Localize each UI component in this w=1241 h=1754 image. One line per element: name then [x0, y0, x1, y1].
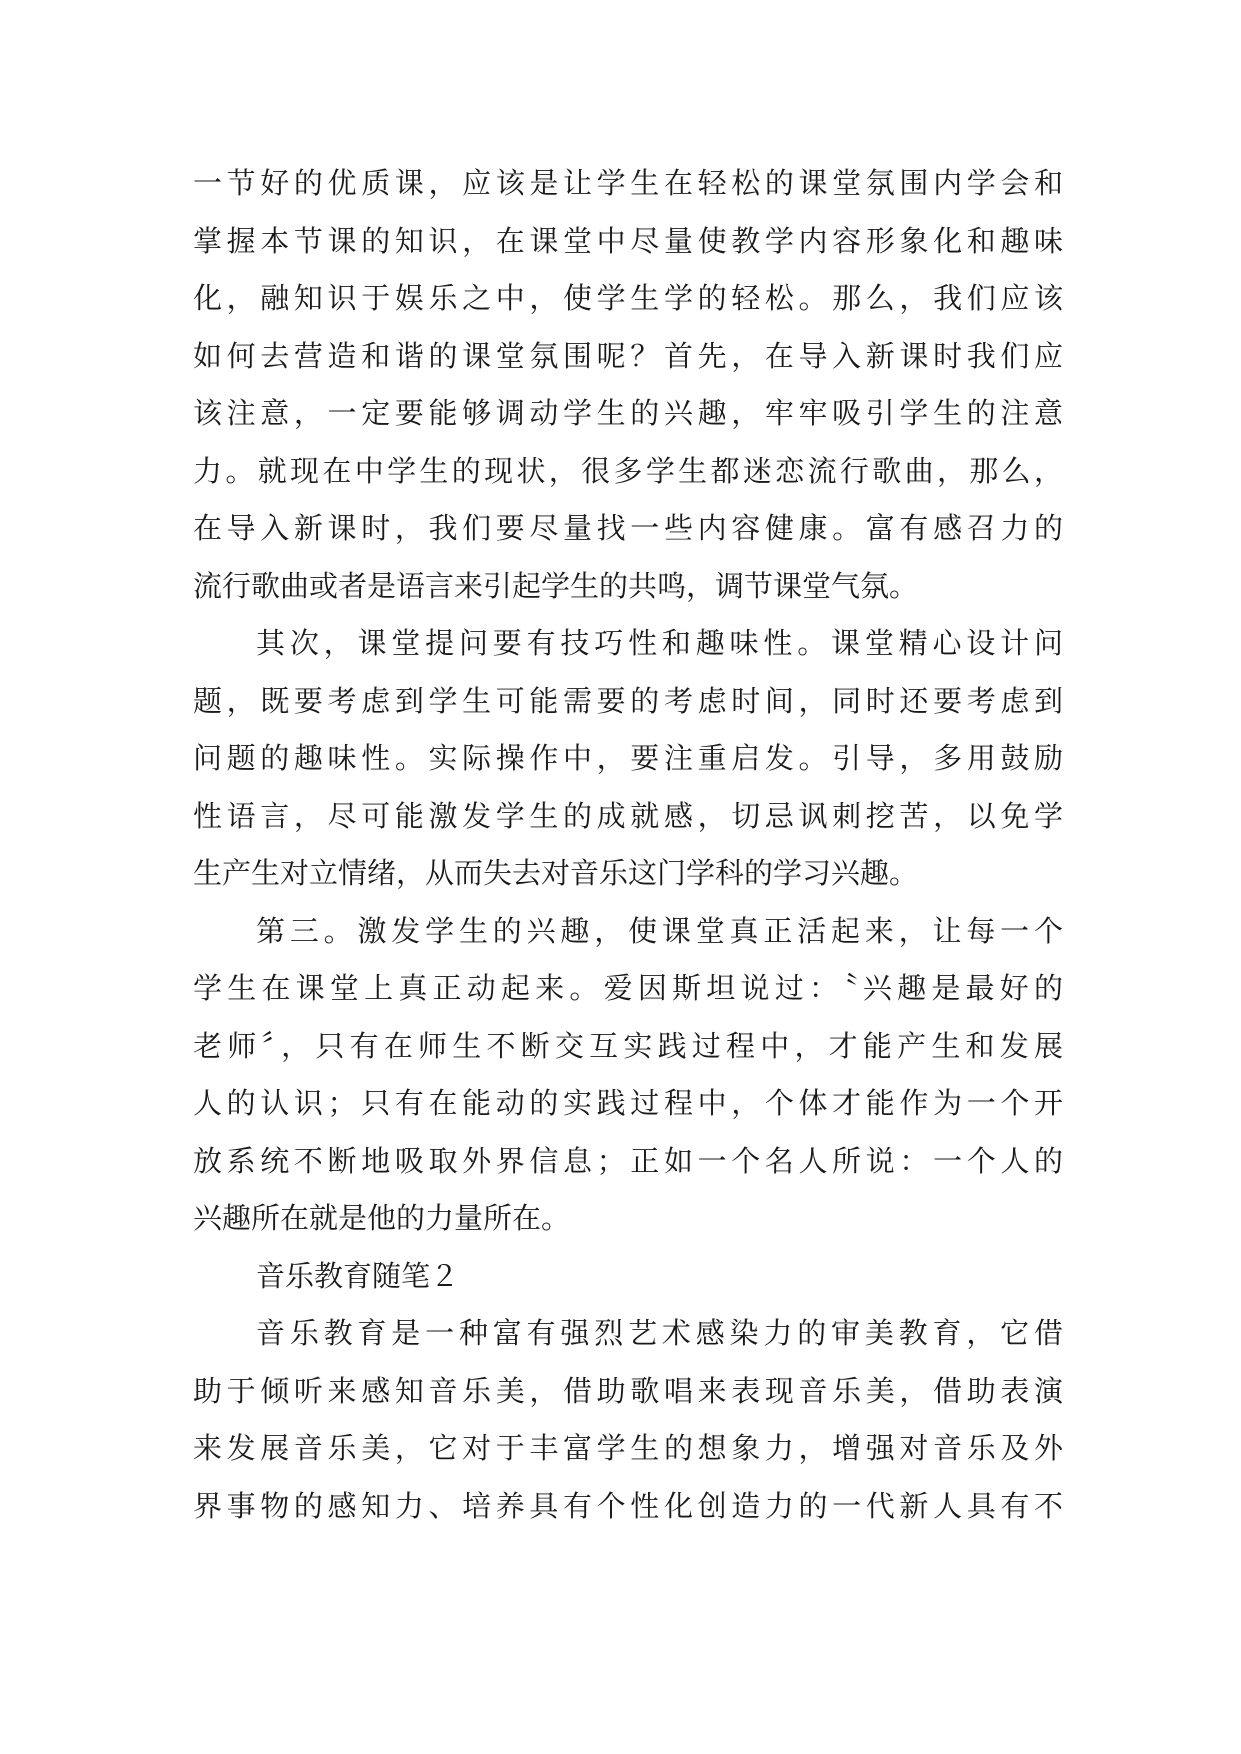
text-line: 第三。激发学生的兴趣，使课堂真正活起来，让每一个: [256, 913, 1063, 948]
text-line: 音乐教育随笔２: [256, 1258, 460, 1293]
text-line: 化，融知识于娱乐之中，使学生学的轻松。那么，我们应该: [193, 281, 1063, 315]
text-line: 性语言，尽可能激发学生的成就感，切忌讽刺挖苦，以免学: [193, 798, 1063, 833]
text-line: 来发展音乐美，它对于丰富学生的想象力，增强对音乐及外: [193, 1431, 1063, 1465]
text-line: 放系统不断地吸取外界信息；正如一个名人所说：一个人的: [193, 1143, 1063, 1178]
body-text: [193, 155, 1063, 1535]
text-line: 助于倾听来感知音乐美，借助歌唱来表现音乐美，借助表演: [193, 1373, 1063, 1408]
text-line: 其次，课堂提问要有技巧性和趣味性。课堂精心设计问: [256, 626, 1063, 660]
text-line: 老师〞，只有在师生不断交互实践过程中，才能产生和发展: [193, 1028, 1063, 1063]
text-line: 学生在课堂上真正动起来。爱因斯坦说过：〝兴趣是最好的: [193, 971, 1063, 1005]
text-line: 一节好的优质课，应该是让学生在轻松的课堂氛围内学会和: [193, 166, 1063, 200]
text-line: 问题的趣味性。实际操作中，要注重启发。引导，多用鼓励: [193, 741, 1063, 775]
text-line: 在导入新课时，我们要尽量找一些内容健康。富有感召力的: [193, 511, 1063, 545]
text-line: 兴趣所在就是他的力量所在。: [193, 1201, 571, 1235]
text-line: 如何去营造和谐的课堂氛围呢？首先，在导入新课时我们应: [193, 338, 1063, 373]
text-line: 力。就现在中学生的现状，很多学生都迷恋流行歌曲，那么，: [193, 453, 1063, 488]
text-line: 流行歌曲或者是语言来引起学生的共鸣，调节课堂气氛。: [193, 568, 919, 603]
text-line: 题，既要考虑到学生可能需要的考虑时间，同时还要考虑到: [193, 683, 1063, 718]
text-line: 人的认识；只有在能动的实践过程中，个体才能作为一个开: [193, 1086, 1063, 1120]
text-line: 该注意，一定要能够调动学生的兴趣，牢牢吸引学生的注意: [193, 396, 1063, 430]
text-line: 界事物的感知力、培养具有个性化创造力的一代新人具有不: [193, 1488, 1063, 1523]
text-line: 音乐教育是一种富有强烈艺术感染力的审美教育，它借: [256, 1316, 1063, 1350]
text-line: 掌握本节课的知识，在课堂中尽量使教学内容形象化和趣味: [193, 223, 1063, 258]
text-line: 生产生对立情绪，从而失去对音乐这门学科的学习兴趣。: [193, 856, 919, 890]
